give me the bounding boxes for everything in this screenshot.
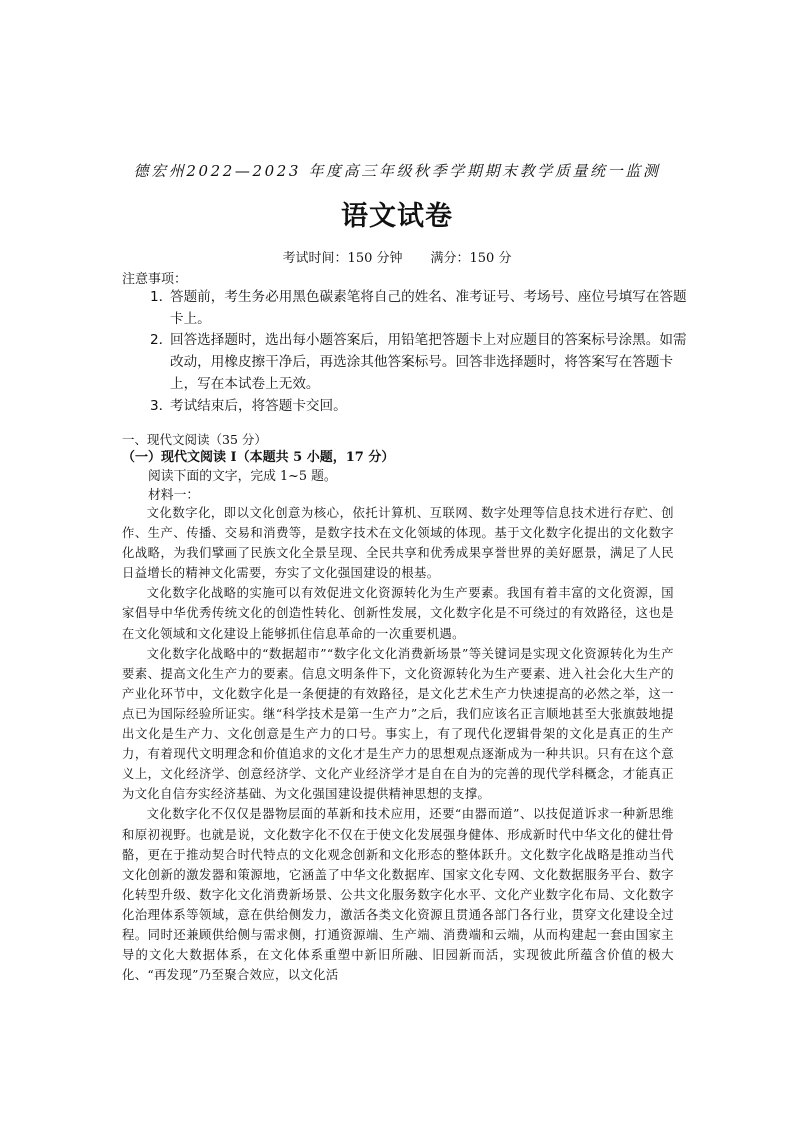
- exam-time: 考试时间：150 分钟: [282, 251, 403, 266]
- note-text: 回答选择题时，选出每小题答案后，用铅笔把答题卡上对应题目的答案标号涂黑。如需改动，用橡皮擦干净后，再选涂其他答案标号。回答非选择题时，将答案写在答题卡上，写在本试卷上无效。: [170, 332, 687, 392]
- note-number: 2．: [150, 332, 173, 349]
- material-label: 材料一：: [148, 488, 200, 503]
- passage-paragraph: 文化数字化不仅仅是器物层面的革新和技术应用，还要“由器而道”、以技促道诉求一种新思维和原初视野。也就是说，文化数字化不仅在于使文化发展强身健体、形成新时代中华文化的健壮骨骼，更在于推动契合时代特点的文化观念创新和文化形态的整体跃升。文化数字化战略是推动当代文化创新的激发器和策源地，它涵盖了中华文化数据库、国家文化专网、文化数据服务平台、数字化转型升级、数字化文化消费新场景、公共文化服务数字化水平、文化产业数字化布局、文化数字化治理体系等领域，意在供给侧发力，激活各类文化资源且贯通各部门各行业，贯穿文化建设全过程。同时还兼顾供给侧与需求侧，打通资源端、生产端、消费端和云端，从而构建起一套由国家主导的文化大数据体系，在文化体系重塑中新旧所融、旧园新而活，实现彼此所蕴含价值的极大化、“再发现”乃至聚合效应，以文化活: [122, 807, 674, 983]
- passage-paragraph: 文化数字化战略的实施可以有效促进文化资源转化为生产要素。我国有着丰富的文化资源，国家倡导中华优秀传统文化的创造性转化、创新性发展，文化数字化是不可绕过的有效路径，这也是在文化领域和文化建设上能够抓住信息革命的一次重要机遇。: [122, 586, 674, 641]
- note-number: 1．: [150, 289, 173, 305]
- note-item: [150, 287, 690, 330]
- reading-passage: [122, 503, 674, 985]
- page-title: 语文试卷: [341, 201, 453, 232]
- note-item: [150, 330, 690, 395]
- subsection-heading: （一）现代文阅读 I（本题共 5 小题，17 分）: [122, 450, 395, 465]
- section-heading: 一、现代文阅读（35 分）: [122, 432, 267, 447]
- passage-paragraph: 文化数字化，即以文化创意为核心，依托计算机、互联网、数字处理等信息技术进行存贮、创作、生产、传播、交易和消费等，是数字技术在文化领域的体现。基于文化数字化提出的文化数字化战略，为我们擘画了民族文化全景呈现、全民共享和优秀成果享誉世界的美好愿景，满足了人民日益增长的精神文化需要，夯实了文化强国建设的根基。: [122, 506, 674, 581]
- note-text: 答题前，考生务必用黑色碳素笔将自己的姓名、准考证号、考场号、座位号填写在答题卡上。: [170, 289, 687, 327]
- passage-paragraph: 文化数字化战略中的“数据超市”“数字化文化消费新场景”等关键词是实现文化资源转化为生产要素、提高文化生产力的要素。信息文明条件下，文化资源转化为生产要素、进入社会化大生产的产业化环节中，文化数字化是一条便捷的有效路径，是文化艺术生产力快速提高的必然之举，这一点已为国际经验所证实。继“科学技术是第一生产力”之后，我们应该名正言顺地甚至大张旗鼓地提出文化是生产力、文化创意是生产力的口号。事实上，有了现代化逻辑骨架的文化是真正的生产力，有着现代文明理念和价值追求的文化才是生产力的思想观点逐渐成为一种共识。只有在这个意义上，文化经济学、创意经济学、文化产业经济学才是自在自为的完善的现代学科概念，才能真正为文化自信夯实经济基础、为文化强国建设提供精神思想的支撑。: [122, 646, 674, 802]
- reading-instruction: 阅读下面的文字，完成 1~5 题。: [148, 469, 337, 484]
- note-item: [150, 396, 690, 418]
- notes-list: [150, 287, 690, 417]
- notes-heading: 注意事项：: [122, 272, 188, 287]
- exam-info: [0, 247, 794, 266]
- note-text: 考试结束后，将答题卡交回。: [170, 397, 347, 414]
- note-number: 3．: [150, 397, 173, 414]
- exam-series-title: 德宏州2022—2023 年度高三年级秋季学期期末教学质量统一监测: [133, 162, 661, 180]
- full-score: 满分：150 分: [430, 251, 512, 266]
